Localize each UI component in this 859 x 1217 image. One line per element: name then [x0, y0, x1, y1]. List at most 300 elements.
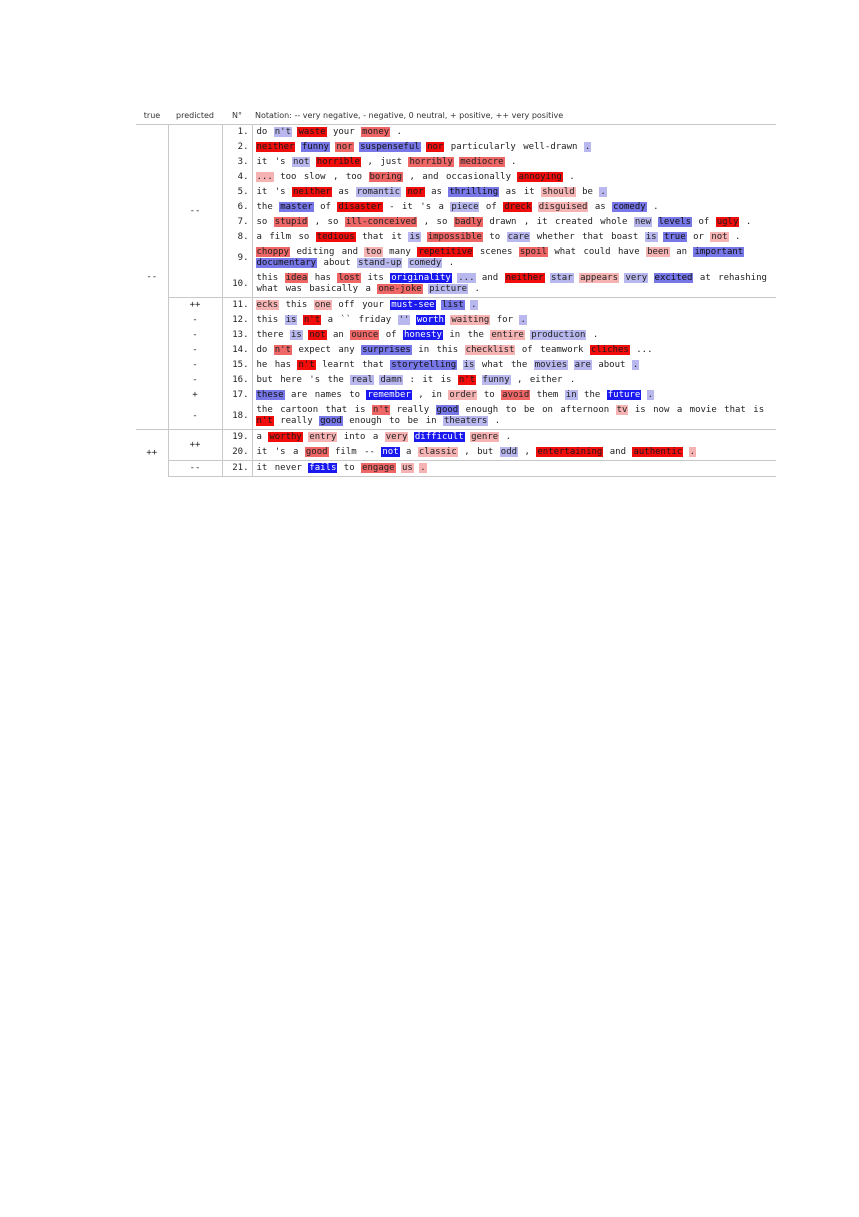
token: do	[256, 345, 268, 355]
token: boast	[611, 232, 639, 242]
token: not	[382, 447, 399, 457]
token: disaster	[338, 202, 382, 212]
token: thrilling	[449, 187, 499, 197]
token: entire	[491, 330, 524, 340]
row-number: 10.	[222, 271, 252, 298]
token: many	[389, 247, 411, 257]
token: nor	[427, 142, 444, 152]
sentence-cell	[252, 185, 776, 200]
predicted-label-cell: +	[168, 388, 222, 403]
token: too	[345, 172, 363, 182]
token: n't	[256, 416, 273, 426]
token: it	[422, 375, 434, 385]
row-number: 2.	[222, 140, 252, 155]
token: be	[407, 416, 419, 426]
table-row	[136, 298, 776, 314]
token: avoid	[502, 390, 530, 400]
table-row	[136, 328, 776, 343]
token: ugly	[716, 217, 739, 227]
predicted-label-cell: -	[168, 403, 222, 430]
row-number: 4.	[222, 170, 252, 185]
token: an	[676, 247, 688, 257]
token: tv	[616, 405, 628, 415]
header-predicted: predicted	[168, 106, 222, 125]
token: there	[256, 330, 284, 340]
token: ,	[517, 375, 523, 385]
sentence-cell	[252, 343, 776, 358]
token: on	[542, 405, 553, 415]
token: this	[256, 315, 279, 325]
token: .	[494, 416, 501, 426]
token: and	[481, 273, 499, 283]
token: classic	[418, 447, 457, 457]
token: the	[584, 390, 601, 400]
token: here	[280, 375, 302, 385]
token: as	[431, 187, 442, 197]
token: but	[477, 447, 494, 457]
token: disguised	[538, 202, 588, 212]
token: is	[634, 405, 646, 415]
token: waste	[298, 127, 326, 137]
token: comedy	[613, 202, 646, 212]
token: good	[320, 416, 342, 426]
token: or	[693, 232, 704, 242]
token: choppy	[256, 247, 290, 257]
token: --	[364, 447, 375, 457]
token: is	[291, 330, 302, 340]
row-number: 7.	[222, 215, 252, 230]
token: one-joke	[378, 284, 422, 294]
token: annoying	[518, 172, 562, 182]
token: film	[269, 232, 292, 242]
token: .	[653, 202, 659, 212]
sentence-cell	[252, 445, 776, 461]
predicted-label-cell: --	[168, 125, 222, 298]
token: editing	[296, 247, 335, 257]
sentence-cell	[252, 313, 776, 328]
token: ill-conceived	[345, 217, 417, 227]
table-row	[136, 313, 776, 328]
token: cartoon	[280, 405, 319, 415]
token: mediocre	[460, 157, 504, 167]
row-number: 20.	[222, 445, 252, 461]
token: idea	[285, 273, 308, 283]
token: names	[314, 390, 342, 400]
token: just	[380, 157, 403, 167]
token: surprises	[362, 345, 411, 355]
token: picture	[429, 284, 468, 294]
token: a	[406, 447, 412, 457]
token: dreck	[504, 202, 532, 212]
token: ,	[418, 390, 424, 400]
sentence-cell	[252, 155, 776, 170]
token: your	[362, 300, 384, 310]
token: afternoon	[560, 405, 610, 415]
token: was	[285, 284, 302, 294]
sentence-cell	[252, 298, 776, 314]
token: ...	[458, 273, 475, 283]
token: either	[529, 375, 563, 385]
token: storytelling	[391, 360, 457, 370]
token: entry	[309, 432, 337, 442]
token: drawn	[489, 217, 517, 227]
row-number: 14.	[222, 343, 252, 358]
sentence-cell	[252, 230, 776, 245]
sentence-cell	[252, 170, 776, 185]
token: worthy	[269, 432, 302, 442]
token: ...	[256, 172, 273, 182]
token: to	[349, 390, 361, 400]
token: honesty	[404, 330, 442, 340]
token: too	[365, 247, 382, 257]
token: neither	[256, 142, 295, 152]
token: is	[285, 315, 297, 325]
token: it	[523, 187, 535, 197]
token: .	[735, 232, 741, 242]
token: entertaining	[537, 447, 603, 457]
token: has	[274, 360, 292, 370]
token: that	[362, 232, 384, 242]
token: real	[351, 375, 373, 385]
table-row	[136, 461, 776, 477]
token: the	[256, 405, 273, 415]
table-row	[136, 343, 776, 358]
token: enough	[465, 405, 499, 415]
table-row	[136, 245, 776, 271]
token: in	[425, 416, 437, 426]
token: fails	[309, 463, 337, 473]
row-number: 8.	[222, 230, 252, 245]
token: movies	[534, 360, 568, 370]
table-row	[136, 170, 776, 185]
token: master	[280, 202, 313, 212]
token: it	[536, 217, 548, 227]
token: but	[256, 375, 273, 385]
token: into	[343, 432, 366, 442]
token: any	[338, 345, 355, 355]
row-number: 9.	[222, 245, 252, 271]
token: never	[274, 463, 302, 473]
token: to	[343, 463, 355, 473]
token: n't	[458, 375, 476, 385]
token: it	[256, 157, 268, 167]
token: .	[420, 463, 426, 473]
token: to	[483, 390, 495, 400]
token: have	[617, 247, 640, 257]
token: to	[389, 416, 401, 426]
table-body	[136, 125, 776, 477]
sentence-cell	[252, 125, 776, 141]
token: what	[554, 247, 577, 257]
token: movie	[689, 405, 717, 415]
token: the	[511, 360, 528, 370]
token: it	[402, 202, 413, 212]
token: ,	[523, 217, 530, 227]
row-number: 3.	[222, 155, 252, 170]
token: of	[521, 345, 533, 355]
sentence-cell	[252, 358, 776, 373]
token: stupid	[274, 217, 308, 227]
token: and	[341, 247, 359, 257]
token: very	[385, 432, 408, 442]
token: the	[467, 330, 484, 340]
token: care	[507, 232, 530, 242]
token: spoil	[519, 247, 547, 257]
sentence-cell	[252, 140, 776, 155]
token: .	[584, 142, 591, 152]
token: .	[505, 432, 511, 442]
token: nor	[336, 142, 353, 152]
token: originality	[391, 273, 451, 283]
token: .	[647, 390, 654, 400]
token: about	[323, 258, 351, 268]
token: excited	[654, 273, 693, 283]
table-row	[136, 155, 776, 170]
token: in	[418, 345, 430, 355]
token: this	[256, 273, 279, 283]
token: this	[436, 345, 459, 355]
header-number: N°	[222, 106, 252, 125]
token: whether	[536, 232, 575, 242]
token: learnt	[322, 360, 355, 370]
row-number: 13.	[222, 328, 252, 343]
token: true	[663, 232, 686, 242]
token: film	[334, 447, 357, 457]
sentence-cell	[252, 403, 776, 430]
token: us	[402, 463, 413, 473]
token: .	[471, 300, 477, 310]
token: so	[327, 217, 339, 227]
token: so	[256, 217, 268, 227]
token: funny	[482, 375, 510, 385]
token: n't	[372, 405, 390, 415]
token: a	[438, 202, 444, 212]
table-row	[136, 388, 776, 403]
token: in	[565, 390, 577, 400]
token: of	[385, 330, 397, 340]
table-row	[136, 430, 776, 446]
token: ,	[524, 447, 530, 457]
row-number: 19.	[222, 430, 252, 446]
predicted-label-cell: -	[168, 343, 222, 358]
token: is	[645, 232, 657, 242]
token: its	[367, 273, 384, 283]
table-header-row	[136, 106, 776, 125]
row-number: 17.	[222, 388, 252, 403]
table-row	[136, 125, 776, 141]
token: n't	[274, 345, 292, 355]
token: ,	[464, 447, 470, 457]
predicted-label-cell: ++	[168, 298, 222, 314]
sentiment-table	[136, 106, 776, 477]
sentence-cell	[252, 245, 776, 271]
token: not	[309, 330, 326, 340]
token: .	[448, 258, 455, 268]
token: is	[463, 360, 475, 370]
token: as	[338, 187, 350, 197]
token: that	[362, 360, 384, 370]
token: impossible	[427, 232, 482, 242]
token: neither	[505, 273, 544, 283]
token: ,	[409, 172, 415, 182]
token: -	[389, 202, 395, 212]
token: comedy	[408, 258, 442, 268]
token: lost	[338, 273, 361, 283]
predicted-label-cell: -	[168, 373, 222, 388]
token: .	[689, 447, 696, 457]
token: it	[256, 463, 268, 473]
token: damn	[380, 375, 403, 385]
row-number: 5.	[222, 185, 252, 200]
token: a	[327, 315, 333, 325]
token: nor	[407, 187, 424, 197]
token: badly	[454, 217, 482, 227]
token: of	[698, 217, 710, 227]
token: the	[327, 375, 344, 385]
token: do	[256, 127, 268, 137]
table-row	[136, 215, 776, 230]
token: checklist	[465, 345, 515, 355]
token: good	[436, 405, 459, 415]
token: this	[285, 300, 308, 310]
token: a	[365, 284, 371, 294]
token: could	[583, 247, 611, 257]
token: ,	[367, 157, 373, 167]
token: and	[609, 447, 627, 457]
token: remember	[367, 390, 411, 400]
predicted-label-cell: -	[168, 328, 222, 343]
token: that	[724, 405, 746, 415]
token: ,	[332, 172, 339, 182]
token: teamwork	[540, 345, 584, 355]
token: scenes	[479, 247, 513, 257]
table-row	[136, 403, 776, 430]
token: your	[332, 127, 355, 137]
token: he	[256, 360, 268, 370]
token: in	[431, 390, 442, 400]
token: particularly	[450, 142, 516, 152]
token: that	[325, 405, 348, 415]
sentence-cell	[252, 388, 776, 403]
token: ,	[314, 217, 321, 227]
token: be	[582, 187, 593, 197]
token: what	[256, 284, 279, 294]
token: and	[422, 172, 439, 182]
sentence-cell	[252, 215, 776, 230]
sentence-cell	[252, 271, 776, 298]
predicted-label-cell: ++	[168, 430, 222, 461]
token: be	[523, 405, 535, 415]
token: a	[293, 447, 299, 457]
token: ounce	[351, 330, 379, 340]
token: what	[481, 360, 504, 370]
token: is	[440, 375, 452, 385]
row-number: 1.	[222, 125, 252, 141]
token: boring	[369, 172, 403, 182]
token: :	[409, 375, 415, 385]
token: of	[320, 202, 331, 212]
token: 's	[274, 157, 286, 167]
token: engage	[362, 463, 395, 473]
token: ,	[423, 217, 430, 227]
token: star	[550, 273, 573, 283]
row-number: 11.	[222, 298, 252, 314]
table-row	[136, 445, 776, 461]
token: romantic	[356, 187, 401, 197]
token: to	[489, 232, 501, 242]
token: an	[332, 330, 344, 340]
token: odd	[500, 447, 518, 457]
token: basically	[309, 284, 359, 294]
token: appears	[580, 273, 619, 283]
token: piece	[451, 202, 479, 212]
token: 's	[420, 202, 432, 212]
token: future	[607, 390, 641, 400]
token: well-drawn	[523, 142, 578, 152]
token: not	[711, 232, 728, 242]
token: a	[372, 432, 379, 442]
token: one	[314, 300, 331, 310]
token: it	[256, 187, 268, 197]
header-true: true	[136, 106, 168, 125]
token: really	[280, 416, 313, 426]
token: important	[694, 247, 744, 257]
token: worth	[416, 315, 444, 325]
token: ''	[398, 315, 410, 325]
token: .	[569, 172, 575, 182]
token: at	[699, 273, 711, 283]
token: .	[745, 217, 752, 227]
token: of	[485, 202, 497, 212]
token: has	[314, 273, 331, 283]
token: authentic	[633, 447, 683, 457]
token: new	[634, 217, 652, 227]
token: levels	[658, 217, 692, 227]
token: genre	[471, 432, 499, 442]
table-row	[136, 271, 776, 298]
token: 's	[274, 447, 286, 457]
token: 's	[309, 375, 321, 385]
predicted-label-cell: --	[168, 461, 222, 477]
token: for	[496, 315, 514, 325]
sentence-cell	[252, 328, 776, 343]
token: a	[256, 232, 262, 242]
token: friday	[358, 315, 392, 325]
table-row	[136, 200, 776, 215]
token: are	[574, 360, 591, 370]
token: off	[338, 300, 355, 310]
token: funny	[301, 142, 329, 152]
token: cliches	[590, 345, 629, 355]
token: ecks	[256, 300, 279, 310]
token: .	[396, 127, 403, 137]
row-number: 18.	[222, 403, 252, 430]
token: .	[592, 330, 599, 340]
token: n't	[303, 315, 321, 325]
token: as	[594, 202, 606, 212]
table-row	[136, 185, 776, 200]
token: really	[396, 405, 430, 415]
token: should	[542, 187, 575, 197]
row-number: 16.	[222, 373, 252, 388]
token: theaters	[443, 416, 488, 426]
token: n't	[298, 360, 315, 370]
header-notation: Notation: -- very negative, - negative, 0 neutral, + positive, ++ very positive	[252, 106, 776, 125]
token: ``	[340, 315, 352, 325]
token: .	[520, 315, 526, 325]
token: .	[632, 360, 639, 370]
row-number: 21.	[222, 461, 252, 477]
